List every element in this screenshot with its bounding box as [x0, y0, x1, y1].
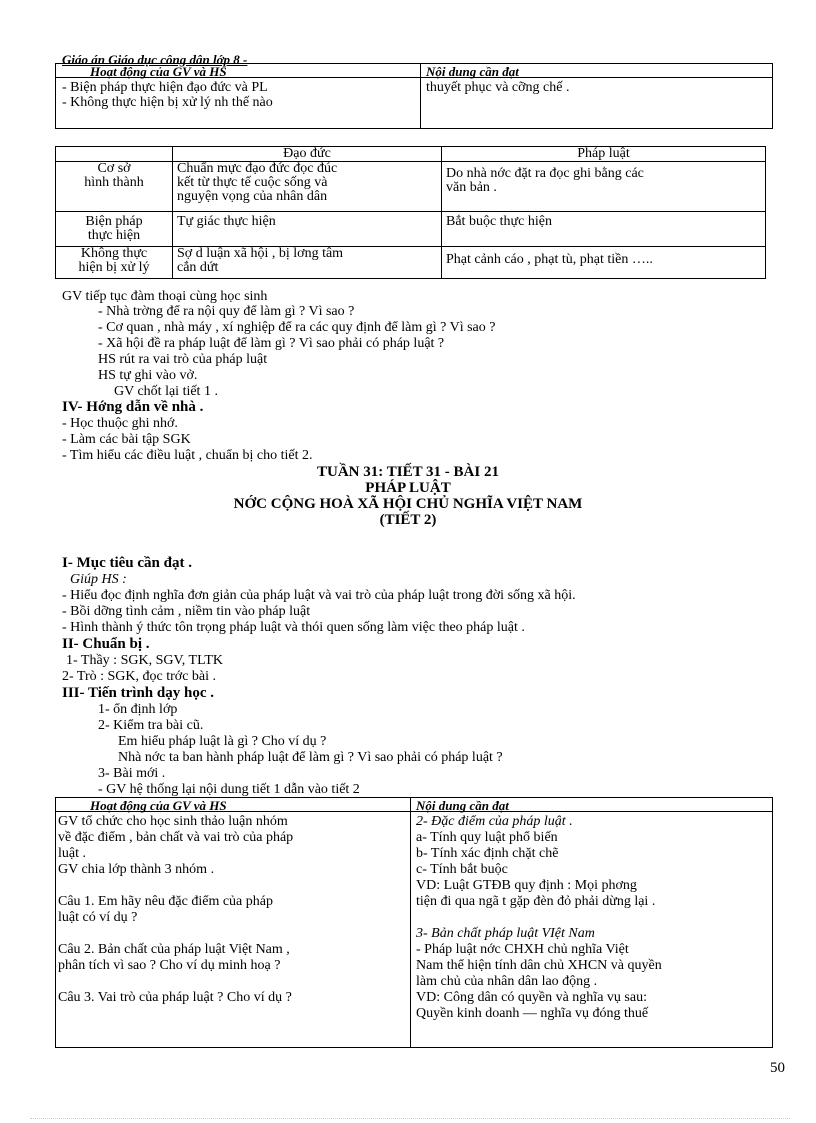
table3-col2-line: Quyền kinh doanh — nghĩa vụ đóng thuế [416, 1006, 649, 1021]
activity-table-bottom [55, 797, 773, 1048]
lesson-title: (TIẾT 2) [379, 512, 437, 528]
row-phap-luat: Do nhà nớc đặt ra đọc ghi bằng các văn bản . [442, 162, 766, 212]
table3-col2-line: c- Tính bắt buộc [416, 862, 508, 877]
table3-col2-line: 3- Bản chất pháp luật VIệt Nam [416, 926, 595, 941]
table3-col1-line: luật . [58, 846, 86, 861]
table1-col1-line: - Không thực hiện bị xử lý nh thế nào [62, 95, 273, 110]
table3-col2-line: VD: Luật GTĐB quy định : Mọi phơng [416, 878, 637, 893]
table3-col1-line: phân tích vì sao ? Cho ví dụ minh hoạ ? [58, 958, 281, 973]
table3-col2-line: tiện đi qua ngã t gặp đèn đỏ phải dừng lại . [416, 894, 656, 909]
list-item: 2- Kiểm tra bài cũ. [98, 718, 204, 733]
comparison-header-phap-luat: Pháp luật [442, 147, 766, 162]
section-heading: III- Tiến trình dạy học . [62, 685, 214, 701]
list-item: 3- Bài mới . [98, 766, 166, 781]
row-phap-luat: Phạt cảnh cáo , phạt tù, phạt tiền ….. [442, 247, 766, 279]
document-header: Giáo án Giáo dục công dân lớp 8 - [62, 52, 248, 67]
list-item: 2- Trò : SGK, đọc trớc bài . [62, 669, 217, 684]
table1-col2-line: thuyết phục và cỡng chế . [426, 80, 570, 95]
list-item: - Hình thành ý thức tôn trọng pháp luật và thói quen sống làm việc theo pháp luật . [62, 620, 525, 635]
table3-col2-header: Nội dung cần đạt [416, 798, 509, 813]
table3-col2-line: VD: Công dân có quyền và nghĩa vụ sau: [416, 990, 647, 1005]
section-sub: Giúp HS : [70, 572, 127, 587]
table3-col1-header: Hoạt động của GV và HS [90, 798, 227, 813]
body-line: - Xã hội đề ra pháp luật để làm gì ? Vì sao phải có pháp luật ? [98, 336, 445, 351]
body-line: GV chốt lại tiết 1 . [114, 384, 218, 399]
list-item: 1- ổn định lớp [98, 702, 178, 717]
body-line: GV tiếp tục đàm thoại cùng học sinh [62, 289, 268, 304]
table3-col1-line: GV tổ chức cho học sinh thảo luận nhóm [58, 814, 288, 829]
list-item: Nhà nớc ta ban hành pháp luật để làm gì ? Vì sao phải có pháp luật ? [118, 750, 503, 765]
section-heading: IV- Hớng dẫn về nhà . [62, 399, 204, 415]
list-item: - Học thuộc ghi nhớ. [62, 416, 178, 431]
list-item: - Tìm hiểu các điều luật , chuẩn bị cho tiết 2. [62, 448, 313, 463]
question-2: Câu 2. Bản chất của pháp luật Việt Nam , [58, 942, 290, 957]
body-line: - Cơ quan , nhà máy , xí nghiệp để ra các quy định để làm gì ? Vì sao ? [98, 320, 496, 335]
table3-col2-line: - Pháp luật nớc CHXH chủ nghĩa Việt [416, 942, 629, 957]
row-label: Biện pháp thực hiện [56, 212, 173, 247]
table1-col2-header: Nội dung cần đạt [426, 64, 519, 79]
table1-col1-line: - Biện pháp thực hiện đạo đức và PL [62, 80, 268, 95]
table3-col1-line: về đặc điểm , bản chất và vai trò của pháp [58, 830, 294, 845]
comparison-header-dao-duc: Đạo đức [173, 147, 442, 162]
row-phap-luat: Bắt buộc thực hiện [442, 212, 766, 247]
comparison-header-empty [56, 147, 173, 162]
list-item: - Làm các bài tập SGK [62, 432, 191, 447]
activity-table-top [55, 63, 773, 129]
table1-col1-header: Hoạt động của GV và HS [90, 64, 227, 79]
lesson-title: PHÁP LUẬT [365, 480, 451, 496]
list-item: - Bồi dỡng tình cảm , niềm tin vào pháp luật [62, 604, 311, 619]
footer-dotted-line [30, 1118, 790, 1119]
row-label: Cơ sở hình thành [56, 162, 173, 212]
table3-col2-line: làm chủ của nhân dân lao động . [416, 974, 598, 989]
row-dao-duc: Sợ d luận xã hội , bị lơng tâm cắn dứt [173, 247, 442, 279]
question-3: Câu 3. Vai trò của pháp luật ? Cho ví dụ ? [58, 990, 292, 1005]
row-label: Không thực hiện bị xử lý [56, 247, 173, 279]
table3-col2-line: b- Tính xác định chặt chẽ [416, 846, 559, 861]
body-line: HS rút ra vai trò của pháp luật [98, 352, 268, 367]
question-1: Câu 1. Em hãy nêu đặc điểm của pháp [58, 894, 273, 909]
body-line: - Nhà trờng để ra nội quy để làm gì ? Vì sao ? [98, 304, 355, 319]
section-heading: I- Mục tiêu cần đạt . [62, 555, 192, 571]
page-number: 50 [770, 1060, 785, 1076]
body-line: HS tự ghi vào vở. [98, 368, 198, 383]
table3-col1-line: luật có ví dụ ? [58, 910, 138, 925]
comparison-table [55, 146, 766, 279]
lesson-title: TUẦN 31: TIẾT 31 - BÀI 21 [317, 464, 499, 480]
list-item: Em hiểu pháp luật là gì ? Cho ví dụ ? [118, 734, 327, 749]
table3-col2-line: Nam thể hiện tính dân chủ XHCN và quyền [416, 958, 662, 973]
list-item: - GV hệ thống lại nội dung tiết 1 dẫn vào tiết 2 [98, 782, 360, 797]
list-item: - Hiểu đọc định nghĩa đơn giản của pháp luật và vai trò của pháp luật trong đời sống xã hội. [62, 588, 576, 603]
section-heading: II- Chuẩn bị . [62, 636, 150, 652]
lesson-title: NỚC CỘNG HOÀ XÃ HỘI CHỦ NGHĨA VIỆT NAM [233, 496, 583, 512]
table3-col2-line: 2- Đặc điểm của pháp luật . [416, 814, 573, 829]
table3-col1-line: GV chia lớp thành 3 nhóm . [58, 862, 215, 877]
row-dao-duc: Tự giác thực hiện [173, 212, 442, 247]
table3-col2-line: a- Tính quy luật phổ biến [416, 830, 558, 845]
row-dao-duc: Chuẩn mực đạo đức đọc đúc kết từ thực tế cuộc sống và nguyện vọng của nhân dân [173, 162, 442, 212]
list-item: 1- Thầy : SGK, SGV, TLTK [66, 653, 224, 668]
